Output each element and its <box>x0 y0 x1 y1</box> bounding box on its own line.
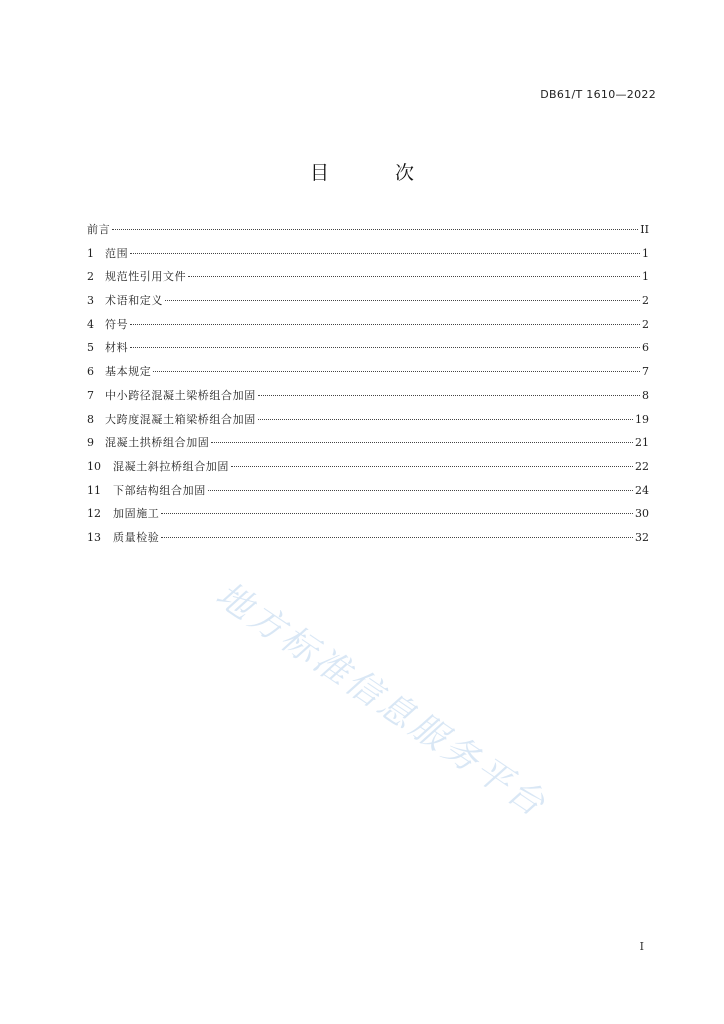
toc-entry-number: 2 <box>87 270 94 284</box>
toc-entry-label: 混凝土斜拉桥组合加固 <box>113 459 229 473</box>
toc-entry-page: 22 <box>635 459 649 473</box>
toc-entry-label: 术语和定义 <box>105 294 163 308</box>
toc-entry-page: 21 <box>635 436 649 450</box>
toc-entry-10[interactable] <box>87 455 649 479</box>
toc-entry-page: 24 <box>635 483 649 497</box>
toc-entry-label: 质量检验 <box>113 530 160 544</box>
toc-entry-page: 6 <box>642 341 649 355</box>
toc-dot-leader <box>211 442 633 443</box>
toc-entry-label: 大跨度混凝土箱梁桥组合加固 <box>105 412 256 426</box>
toc-entry-number: 1 <box>87 246 94 260</box>
toc-entry-9[interactable] <box>87 431 649 455</box>
toc-entry-number: 4 <box>87 317 94 331</box>
toc-entry-number: 9 <box>87 436 94 450</box>
toc-entry-number: 12 <box>87 507 101 521</box>
toc-entry-page: 1 <box>642 270 649 284</box>
toc-entry-7[interactable] <box>87 384 649 408</box>
toc-entry-page: 1 <box>642 246 649 260</box>
toc-dot-leader <box>161 537 633 538</box>
toc-dot-leader <box>208 490 633 491</box>
toc-entry-label: 规范性引用文件 <box>105 270 187 284</box>
toc-dot-leader <box>165 300 640 301</box>
toc-entry-page: 30 <box>635 507 649 521</box>
toc-entry-label: 混凝土拱桥组合加固 <box>105 436 210 450</box>
toc-entry-label: 下部结构组合加固 <box>113 483 206 497</box>
toc-entry-number: 10 <box>87 459 101 473</box>
toc-entry-page: 32 <box>635 530 649 544</box>
toc-entry-label: 材料 <box>105 341 129 355</box>
toc-entry-label: 符号 <box>105 317 129 331</box>
toc-dot-leader <box>153 371 640 372</box>
toc-entry-number: 5 <box>87 341 94 355</box>
toc-entry-number: 7 <box>87 388 94 402</box>
toc-entry-number: 11 <box>87 483 101 497</box>
toc-dot-leader <box>112 229 638 230</box>
toc-entry-13[interactable] <box>87 526 649 550</box>
watermark: 地方标准信息服务平台 <box>208 574 555 827</box>
toc-entry-3[interactable] <box>87 289 649 313</box>
document-code: DB61/T 1610—2022 <box>540 88 656 101</box>
toc-dot-leader <box>188 276 640 277</box>
toc-dot-leader <box>258 395 640 396</box>
toc-entry-number: 3 <box>87 294 94 308</box>
toc-entry-page: 7 <box>642 365 649 379</box>
toc-entry-12[interactable] <box>87 502 649 526</box>
toc-dot-leader <box>130 324 640 325</box>
toc-dot-leader <box>130 253 640 254</box>
toc-entry-2[interactable] <box>87 265 649 289</box>
toc-entry-4[interactable] <box>87 313 649 337</box>
toc-entry-page: 2 <box>642 294 649 308</box>
toc-entry-label: 范围 <box>105 246 129 260</box>
toc-entry-number: 13 <box>87 530 101 544</box>
toc-entry-label: 前言 <box>87 223 111 236</box>
toc-entry-page: 2 <box>642 317 649 331</box>
toc-entry-6[interactable] <box>87 360 649 384</box>
toc-entry-1[interactable] <box>87 242 649 266</box>
toc-entry-11[interactable] <box>87 479 649 503</box>
table-of-contents <box>87 218 649 550</box>
toc-dot-leader <box>258 419 633 420</box>
toc-dot-leader <box>130 347 640 348</box>
toc-dot-leader <box>161 513 633 514</box>
toc-entry-number: 6 <box>87 365 94 379</box>
toc-entry-label: 基本规定 <box>105 365 152 379</box>
toc-entry-8[interactable] <box>87 408 649 432</box>
toc-entry-number: 8 <box>87 412 94 426</box>
toc-entry-page: 8 <box>642 388 649 402</box>
toc-entry-5[interactable] <box>87 336 649 360</box>
toc-entry-label: 中小跨径混凝土梁桥组合加固 <box>105 388 256 402</box>
page-title: 目 次 <box>309 162 445 184</box>
toc-entry-label: 加固施工 <box>113 507 160 521</box>
page-number: I <box>639 940 644 953</box>
toc-entry-foreword[interactable] <box>87 218 649 242</box>
toc-entry-page: 19 <box>635 412 649 426</box>
toc-entry-page: II <box>640 223 649 236</box>
toc-dot-leader <box>231 466 633 467</box>
